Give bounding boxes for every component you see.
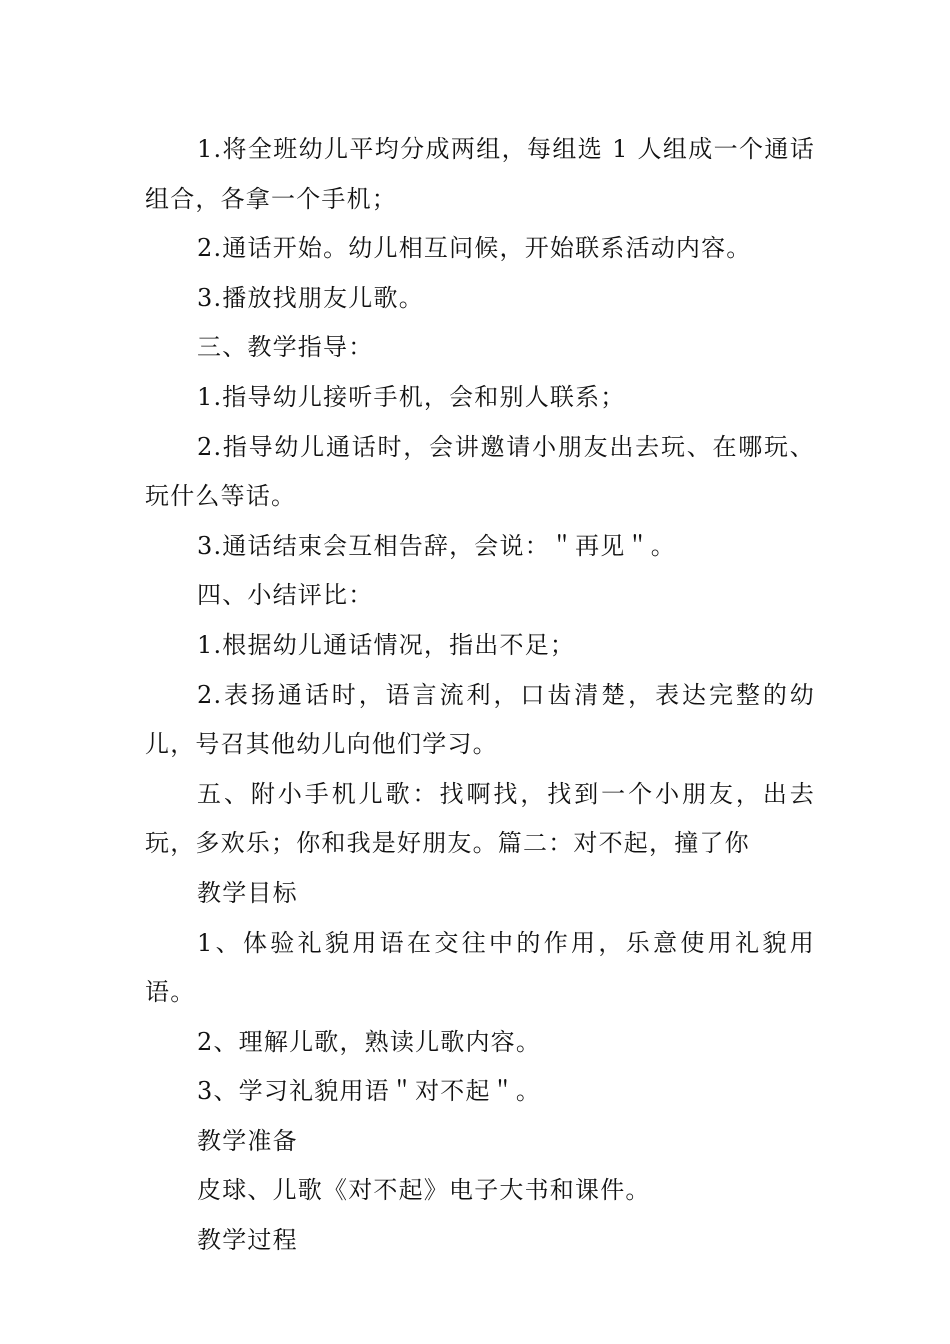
section-heading-teaching-guidance: 三、教学指导：	[197, 333, 374, 362]
paragraph-14: 2、理解儿歌，熟读儿歌内容。	[197, 1027, 542, 1056]
paragraph-15: 3、学习礼貌用语＂对不起＂。	[197, 1077, 542, 1106]
paragraph-5: 1.指导幼儿接听手机，会和别人联系；	[197, 382, 626, 411]
paragraph-10: 2.表扬通话时，语言流利，口齿清楚，表达完整的幼儿，号召其他幼儿向他们学习。	[145, 680, 815, 759]
paragraph-7: 3.通话结束会互相告辞，会说：＂再见＂。	[197, 531, 676, 560]
paragraph-17: 皮球、儿歌《对不起》电子大书和课件。	[197, 1176, 651, 1205]
paragraph-3: 3.播放找朋友儿歌。	[197, 283, 424, 312]
section-heading-summary: 四、小结评比：	[197, 581, 374, 610]
document-body	[145, 125, 815, 1266]
paragraph-13: 1、体验礼貌用语在交往中的作用，乐意使用礼貌用语。	[145, 928, 815, 1007]
heading-teaching-goals: 教学目标	[197, 878, 298, 907]
paragraph-2: 2.通话开始。幼儿相互问候，开始联系活动内容。	[197, 234, 752, 263]
paragraph-9: 1.根据幼儿通话情况，指出不足；	[197, 630, 576, 659]
paragraph-6: 2.指导幼儿通话时，会讲邀请小朋友出去玩、在哪玩、玩什么等话。	[145, 432, 815, 511]
heading-teaching-preparation: 教学准备	[197, 1126, 298, 1155]
paragraph-1: 1.将全班幼儿平均分成两组，每组选 1 人组成一个通话组合，各拿一个手机；	[145, 135, 815, 213]
heading-teaching-process: 教学过程	[197, 1226, 298, 1255]
paragraph-11: 五、附小手机儿歌：找啊找，找到一个小朋友，出去玩，多欢乐；你和我是好朋友。篇二：对不起，撞了你	[145, 779, 815, 858]
